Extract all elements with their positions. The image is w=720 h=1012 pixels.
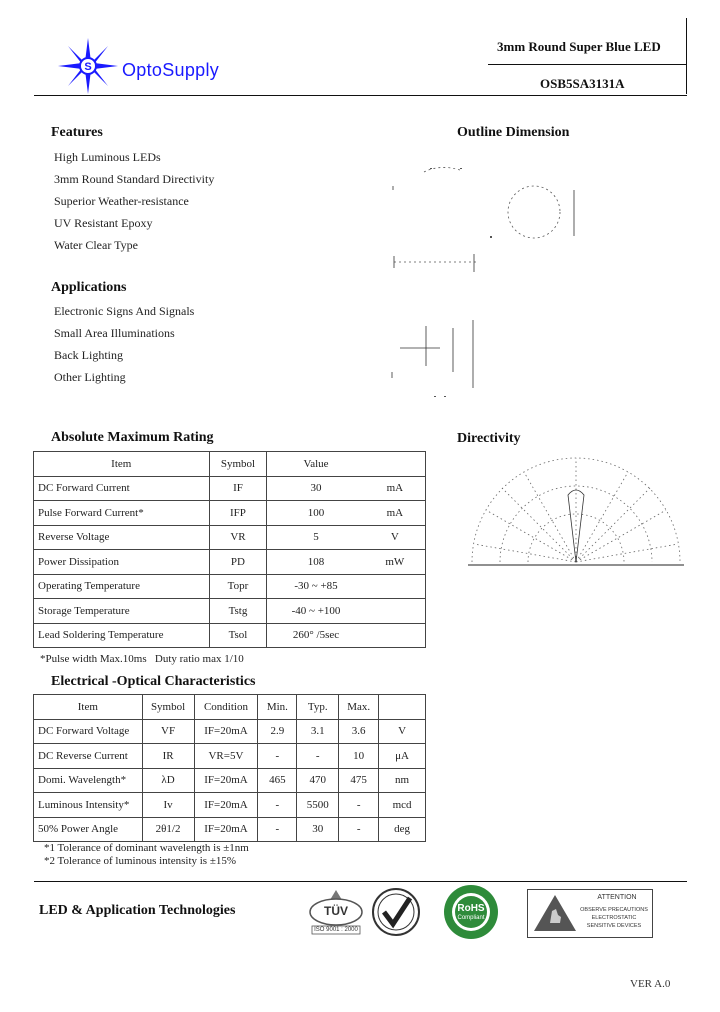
- column-header: Min.: [258, 695, 297, 720]
- cell: IFP: [209, 501, 267, 526]
- cell: 465: [258, 768, 297, 793]
- column-header: Symbol: [209, 452, 267, 477]
- cell: 2.9: [258, 719, 297, 744]
- column-header: Item: [34, 695, 143, 720]
- table-row: [34, 817, 426, 842]
- cell: PD: [209, 550, 267, 575]
- attention-line-3: SENSITIVE DEVICES: [586, 923, 642, 929]
- table-row: [34, 476, 426, 501]
- compliance-seal-icon: [370, 886, 422, 938]
- attention-line-1: OBSERVE PRECAUTIONS: [580, 907, 648, 913]
- cell: mcd: [379, 793, 426, 818]
- cell: mW: [365, 550, 426, 575]
- cell: 10: [339, 744, 379, 769]
- cell: 3.1: [297, 719, 339, 744]
- cell: Iv: [142, 793, 194, 818]
- features-heading: Features: [51, 125, 103, 140]
- cell: -: [258, 744, 297, 769]
- cell: Operating Temperature: [34, 574, 210, 599]
- cell: Storage Temperature: [34, 599, 210, 624]
- table-header-row: [34, 695, 426, 720]
- cell: [365, 599, 426, 624]
- table-row: [34, 623, 426, 648]
- cell: IF: [209, 476, 267, 501]
- cell: -: [258, 817, 297, 842]
- tuv-badge: [306, 888, 366, 936]
- table-row: [34, 501, 426, 526]
- column-header: Condition: [194, 695, 258, 720]
- rohs-label: RoHS: [457, 903, 485, 914]
- column-header: Typ.: [297, 695, 339, 720]
- list-item: Water Clear Type: [54, 238, 138, 252]
- footer-rule: [34, 881, 687, 882]
- table-row: [34, 719, 426, 744]
- table-row: [34, 550, 426, 575]
- tuv-label: TÜV: [324, 904, 348, 918]
- list-item: Electronic Signs And Signals: [54, 304, 195, 318]
- eoc-heading: Electrical -Optical Characteristics: [51, 674, 256, 689]
- cell: deg: [379, 817, 426, 842]
- list-item: Superior Weather-resistance: [54, 194, 189, 208]
- table-row: [34, 793, 426, 818]
- starburst-logo-icon: [56, 36, 120, 96]
- cell: V: [365, 525, 426, 550]
- table-row: [34, 525, 426, 550]
- brand-name: OptoSupply: [122, 60, 220, 80]
- svg-text:S: S: [84, 61, 92, 73]
- cell: V: [379, 719, 426, 744]
- eoc-note: *2 Tolerance of luminous intensity is ±15%: [44, 855, 237, 867]
- cell: 30: [297, 817, 339, 842]
- cell: 260° /5sec: [267, 623, 365, 648]
- cell: IR: [142, 744, 194, 769]
- cell: DC Reverse Current: [34, 744, 143, 769]
- column-header: Symbol: [142, 695, 194, 720]
- cell: λD: [142, 768, 194, 793]
- rohs-badge: [436, 884, 506, 940]
- esd-attention-badge: [527, 889, 653, 938]
- cell: 475: [339, 768, 379, 793]
- cell: Reverse Voltage: [34, 525, 210, 550]
- cell: -: [297, 744, 339, 769]
- cell: Topr: [209, 574, 267, 599]
- cell: 108: [267, 550, 365, 575]
- directivity-polar-chart: [466, 445, 686, 575]
- cell: [365, 623, 426, 648]
- cell: -30 ~ +85: [267, 574, 365, 599]
- cell: DC Forward Current: [34, 476, 210, 501]
- list-item: 3mm Round Standard Directivity: [54, 172, 215, 186]
- cell: -: [339, 817, 379, 842]
- column-header: Item: [34, 452, 210, 477]
- applications-list: [54, 300, 194, 388]
- cell: 5500: [297, 793, 339, 818]
- part-number: OSB5SA3131A: [540, 76, 625, 91]
- cell: μA: [379, 744, 426, 769]
- table-row: [34, 599, 426, 624]
- list-item: Back Lighting: [54, 348, 123, 362]
- attention-title: ATTENTION: [597, 894, 637, 901]
- cell: VR=5V: [194, 744, 258, 769]
- eoc-notes: [44, 842, 249, 868]
- cell: -40 ~ +100: [267, 599, 365, 624]
- eoc-table: [33, 694, 426, 842]
- list-item: High Luminous LEDs: [54, 150, 161, 164]
- header-rule-top: [488, 64, 686, 65]
- cell: mA: [365, 476, 426, 501]
- amr-heading: Absolute Maximum Rating: [51, 430, 214, 445]
- table-row: [34, 744, 426, 769]
- header-rule-bottom: [34, 95, 687, 96]
- cell: nm: [379, 768, 426, 793]
- cell: [365, 574, 426, 599]
- cell: IF=20mA: [194, 719, 258, 744]
- outline-heading: Outline Dimension: [457, 125, 570, 140]
- cell: VF: [142, 719, 194, 744]
- table-row: [34, 768, 426, 793]
- attention-line-2: ELECTROSTATIC: [591, 915, 637, 921]
- column-header: Value: [267, 452, 365, 477]
- cell: Tsol: [209, 623, 267, 648]
- esd-hand-icon: [532, 893, 578, 933]
- outline-dimension-drawing: [380, 150, 600, 400]
- applications-heading: Applications: [51, 280, 127, 295]
- directivity-heading: Directivity: [457, 431, 521, 446]
- tuv-sublabel: ISO 9001 : 2000: [314, 927, 358, 933]
- cell: Domi. Wavelength*: [34, 768, 143, 793]
- list-item: Small Area Illuminations: [54, 326, 175, 340]
- cell: 50% Power Angle: [34, 817, 143, 842]
- amr-table: [33, 451, 426, 648]
- product-title: 3mm Round Super Blue LED: [497, 39, 661, 54]
- company-name: LED & Application Technologies: [39, 903, 236, 918]
- cell: Pulse Forward Current*: [34, 501, 210, 526]
- cell: -: [258, 793, 297, 818]
- amr-footnote: *Pulse width Max.10ms Duty ratio max 1/10: [40, 653, 244, 665]
- cell: 100: [267, 501, 365, 526]
- cell: VR: [209, 525, 267, 550]
- cell: 470: [297, 768, 339, 793]
- cell: 3.6: [339, 719, 379, 744]
- column-header: [365, 452, 426, 477]
- version-label: VER A.0: [630, 978, 671, 990]
- brand-logo: [56, 36, 276, 96]
- cell: 30: [267, 476, 365, 501]
- cell: Tstg: [209, 599, 267, 624]
- cell: DC Forward Voltage: [34, 719, 143, 744]
- cell: IF=20mA: [194, 817, 258, 842]
- list-item: Other Lighting: [54, 370, 126, 384]
- cell: IF=20mA: [194, 793, 258, 818]
- features-list: [54, 146, 214, 256]
- eoc-note: *1 Tolerance of dominant wavelength is ±1nm: [44, 842, 249, 854]
- cell: mA: [365, 501, 426, 526]
- header-rule-right: [686, 18, 687, 94]
- cell: Lead Soldering Temperature: [34, 623, 210, 648]
- cell: 2θ1/2: [142, 817, 194, 842]
- rohs-sublabel: Compliant: [457, 915, 485, 921]
- table-row: [34, 574, 426, 599]
- cell: Power Dissipation: [34, 550, 210, 575]
- cell: 5: [267, 525, 365, 550]
- table-header-row: [34, 452, 426, 477]
- cell: Luminous Intensity*: [34, 793, 143, 818]
- column-header: [379, 695, 426, 720]
- cell: IF=20mA: [194, 768, 258, 793]
- cell: -: [339, 793, 379, 818]
- list-item: UV Resistant Epoxy: [54, 216, 153, 230]
- column-header: Max.: [339, 695, 379, 720]
